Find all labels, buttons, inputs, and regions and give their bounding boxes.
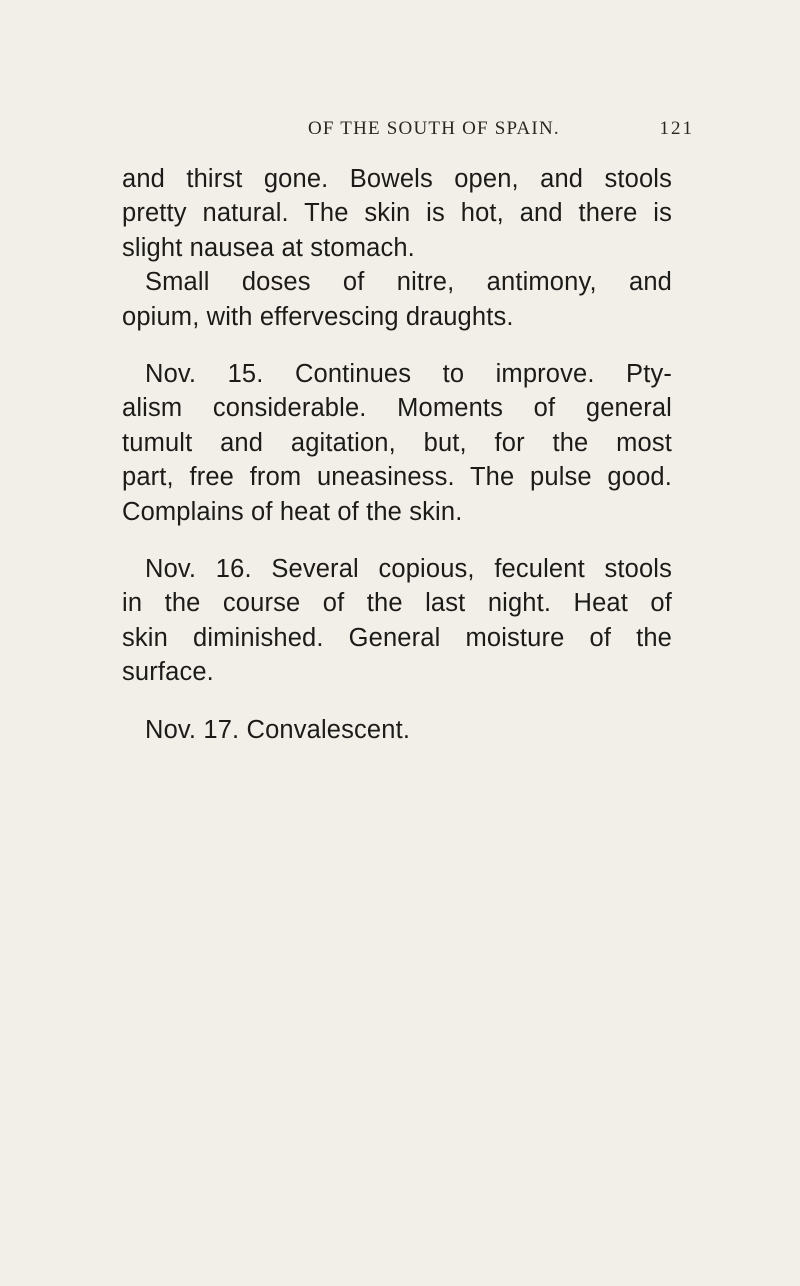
text-line: Nov. 17. Convalescent. <box>145 715 411 744</box>
text-line: opium, with effervescing draughts. <box>122 302 514 331</box>
text-line: Nov. 15. Continues to improve. Pty- <box>145 360 672 389</box>
paragraph-nov-17 <box>122 713 672 747</box>
text-line: skin diminished. General moisture of the <box>122 623 672 652</box>
text-line: Complains of heat of the skin. <box>122 497 463 526</box>
text-line: slight nausea at stomach. <box>122 233 415 262</box>
paragraph-nov-16 <box>122 552 672 690</box>
running-title: OF THE SOUTH OF SPAIN. <box>308 118 560 139</box>
text-line: Nov. 16. Several copious, feculent stools <box>145 555 672 584</box>
text-line: alism considerable. Moments of general <box>122 394 672 423</box>
text-line: in the course of the last night. Heat of <box>122 589 672 618</box>
text-line: Small doses of nitre, antimony, and <box>145 268 672 297</box>
text-line: part, free from uneasiness. The pulse good. <box>122 463 672 492</box>
paragraph-nov-15 <box>122 357 672 529</box>
paragraph-2 <box>122 265 672 334</box>
body-text <box>122 162 672 747</box>
text-line: pretty natural. The skin is hot, and there is <box>122 199 672 228</box>
text-line: and thirst gone. Bowels open, and stools <box>122 165 672 193</box>
text-line: surface. <box>122 658 214 687</box>
paragraph-1 <box>122 162 672 265</box>
page-number: 121 <box>659 118 694 139</box>
text-line: tumult and agitation, but, for the most <box>122 428 672 457</box>
running-head <box>122 118 694 144</box>
